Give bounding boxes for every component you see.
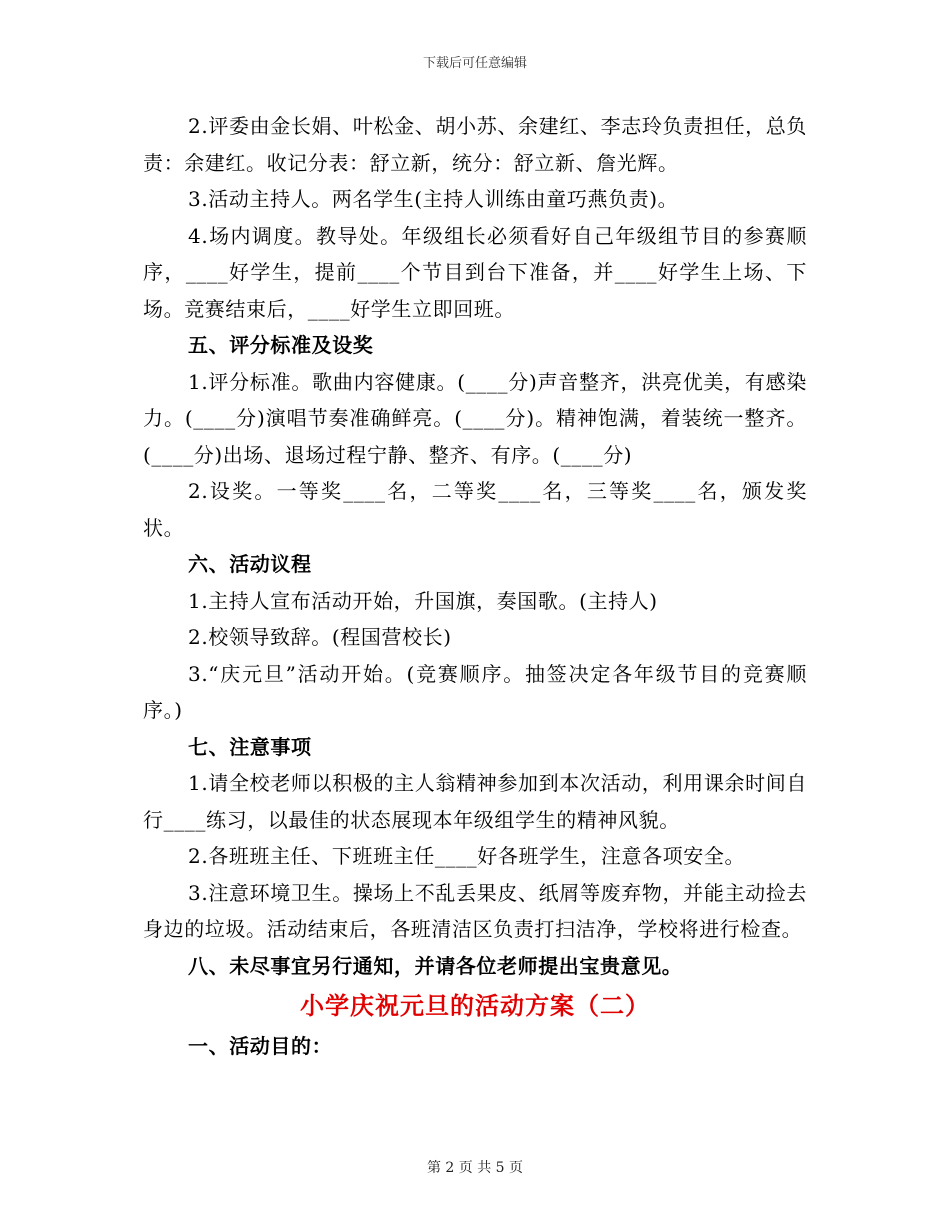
paragraph-notes-3: 3.注意环境卫生。操场上不乱丢果皮、纸屑等废弃物，并能主动捡去身边的垃圾。活动结束后，各班清洁区负责打扫洁净，学校将进行检查。 [143,880,807,941]
paragraph-notes-2: 2.各班班主任、下班班主任____好各班学生，注意各项安全。 [188,844,746,868]
paragraph-agenda-1: 1.主持人宣布活动开始，升国旗，奏国歌。(主持人) [188,588,658,613]
page-number: 第 2 页 共 5 页 [426,1160,524,1176]
section-heading-misc: 八、未尽事宜另行通知，并请各位老师提出宝贵意见。 [188,953,683,978]
section-heading-agenda: 六、活动议程 [188,552,312,576]
paragraph-agenda-3: 3.“庆元旦”活动开始。(竞赛顺序。抽签决定各年级节目的竞赛顺序。) [143,661,807,722]
paragraph-agenda-2: 2.校领导致辞。(程国营校长) [188,625,452,649]
paragraph-notes-1: 1.请全校老师以积极的主人翁精神参加到本次活动，利用课余时间自行____练习，以最佳的状态展现本年级组学生的精神风貌。 [143,771,807,832]
paragraph-hosts: 3.活动主持人。两名学生(主持人训练由童巧燕负责)。 [188,187,679,211]
document-title: 小学庆祝元旦的活动方案（二） [300,991,650,1020]
section-heading-notes: 七、注意事项 [188,734,312,759]
paragraph-scoring-criteria: 1.评分标准。歌曲内容健康。(____分)声音整齐，洪亮优美，有感染力。(____分)演唱节奏准确鲜亮。(____分)。精神饱满，着装统一整齐。(____分)出场、退场过程宁静、整齐、有序。(____分) [143,369,807,467]
paragraph-awards: 2.设奖。一等奖____名，二等奖____名，三等奖____名，颁发奖状。 [143,479,807,540]
page-header-note: 下载后可任意编辑 [422,56,527,71]
section-heading-purpose: 一、活动目的： [188,1034,333,1058]
section-heading-scoring: 五、评分标准及设奖 [188,333,374,357]
document-body [143,108,807,1065]
paragraph-judges: 2.评委由金长娟、叶松金、胡小苏、余建红、李志玲负责担任，总负责：余建红。收记分表：舒立新，统分：舒立新、詹光辉。 [143,114,807,175]
paragraph-dispatch: 4.场内调度。教导处。年级组长必须看好自己年级组节目的参赛顺序，____好学生，提前____个节目到台下准备，并____好学生上场、下场。竞赛结束后，____好学生立即回班。 [143,223,807,321]
